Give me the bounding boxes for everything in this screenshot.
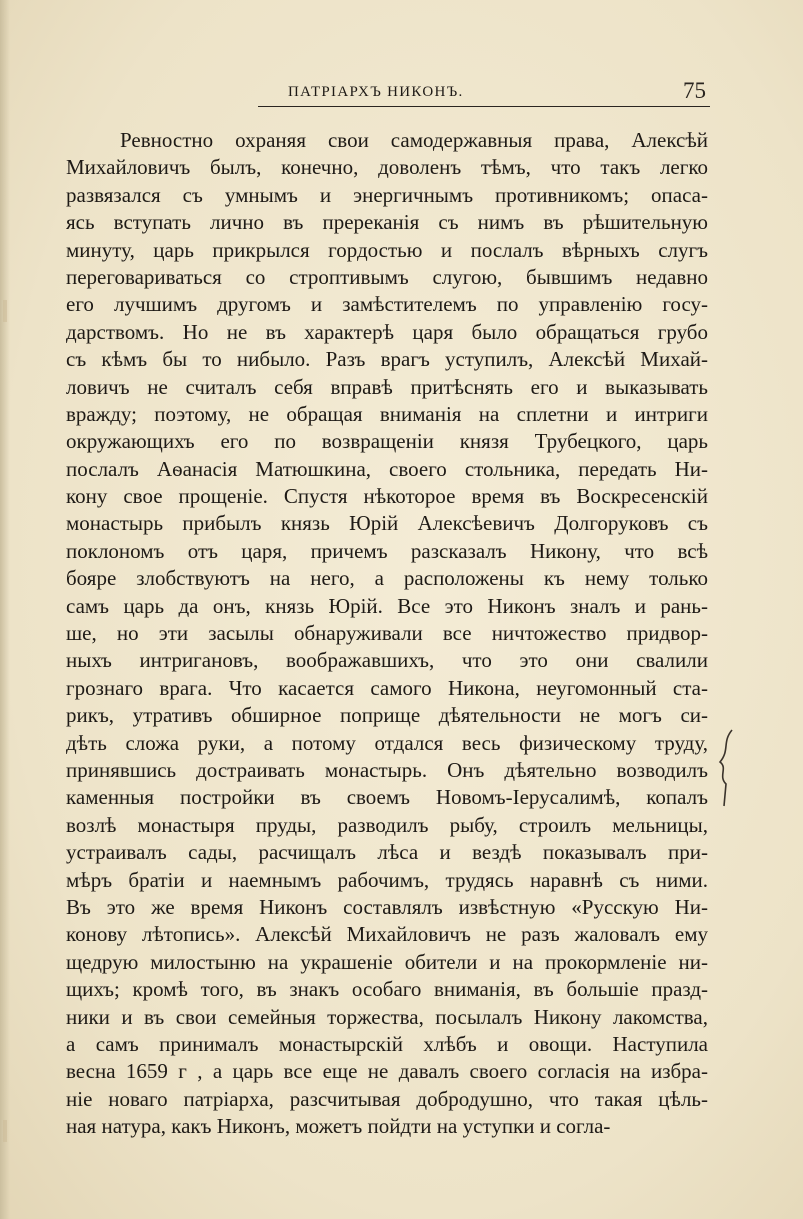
text-line: Михайловичъ былъ, конечно, доволенъ тѣмъ, что такъ легко — [66, 155, 708, 180]
text-line: а самъ принималъ монастырскій хлѣбъ и овощи. Наступила — [66, 1031, 708, 1056]
margin-smudge — [3, 1120, 7, 1142]
text-line: послалъ Аѳанасія Матюшкина, своего стольника, передать Ни- — [66, 456, 708, 481]
text-line: монастырь прибылъ князь Юрій Алексѣевичъ Долгоруковъ съ — [66, 511, 708, 536]
page-header — [258, 80, 710, 107]
text-line: Ревностно охраняя свои самодержавныя права, Алексѣй — [120, 128, 708, 152]
text-line: его лучшимъ другомъ и замѣстителемъ по управленію госу- — [66, 292, 708, 317]
text-line: окружающихъ его по возвращеніи князя Трубецкого, царь — [66, 429, 708, 454]
text-line: бояре злобствуютъ на него, а расположены къ нему только — [66, 566, 708, 591]
text-line: грознаго врага. Что касается самого Никона, неугомонный ста- — [66, 675, 708, 700]
text-line: кону свое прощеніе. Спустя нѣкоторое время въ Воскресенскій — [66, 484, 708, 509]
text-line: съ кѣмъ бы то нибыло. Разъ врагъ уступилъ, Алексѣй Михай- — [66, 347, 708, 372]
text-line: рикъ, утративъ обширное поприще дѣятельности не могъ си- — [66, 703, 708, 728]
text-line: ники и въ свои семейныя торжества, посылалъ Никону лакомства, — [66, 1004, 708, 1029]
margin-bracket-mark — [714, 728, 738, 808]
text-line: ясь вступать лично въ пререканія съ нимъ въ рѣшительную — [66, 210, 708, 235]
text-line: устраивалъ сады, расчищалъ лѣса и вездѣ показывалъ при- — [66, 840, 708, 865]
page-left-edge — [0, 0, 10, 1219]
text-line: поклономъ отъ царя, причемъ разсказалъ Никону, что всѣ — [66, 538, 708, 563]
text-line: ніе новаго патріарха, разсчитывая добродушно, что такая цѣль- — [66, 1086, 708, 1111]
text-line: конову лѣтопись». Алексѣй Михайловичъ не разъ жаловалъ ему — [66, 922, 708, 947]
text-line: переговариваться со строптивымъ слугою, бывшимъ недавно — [66, 264, 708, 289]
text-line: развязался съ умнымъ и энергичнымъ противникомъ; опаса- — [66, 182, 708, 207]
text-line: принявшись достраивать монастырь. Онъ дѣятельно возводилъ — [66, 757, 708, 782]
text-line: дѣть сложа руки, а потому отдался весь физическому труду, — [66, 730, 708, 755]
text-line: ловичъ не считалъ себя вправѣ притѣснять его и выказывать — [66, 374, 708, 399]
text-line: дарствомъ. Но не въ характерѣ царя было обращаться грубо — [66, 319, 708, 344]
text-line: щихъ; кромѣ того, въ знакъ особаго вниманія, въ большіе празд- — [66, 977, 708, 1002]
body-text — [66, 127, 708, 1140]
text-line: возлѣ монастыря пруды, разводилъ рыбу, строилъ мельницы, — [66, 812, 708, 837]
running-title: ПАТРІАРХЪ НИКОНЪ. — [288, 84, 464, 100]
text-line: весна 1659 г , а царь все еще не давалъ своего согласія на избра- — [66, 1059, 708, 1084]
text-line: щедрую милостыню на украшеніе обители и на прокормленіе ни- — [66, 949, 708, 974]
text-line: минуту, царь прикрылся гордостью и послалъ вѣрныхъ слугъ — [66, 237, 708, 262]
page-number: 75 — [683, 78, 706, 103]
text-line: каменныя постройки въ своемъ Новомъ-Іерусалимѣ, копалъ — [66, 785, 708, 810]
text-line: самъ царь да онъ, князь Юрій. Все это Никонъ зналъ и рань- — [66, 593, 708, 618]
text-line: Въ это же время Никонъ составлялъ извѣстную «Русскую Ни- — [66, 894, 708, 919]
margin-smudge — [3, 300, 7, 322]
text-line: ше, но эти засылы обнаруживали все ничтожество придвор- — [66, 621, 708, 646]
text-line: мѣръ братіи и наемнымъ рабочимъ, трудясь наравнѣ съ ними. — [66, 867, 708, 892]
text-line: ныхъ интригановъ, воображавшихъ, что это они свалили — [66, 648, 708, 673]
text-line: вражду; поэтому, не обращая вниманія на сплетни и интриги — [66, 401, 708, 426]
text-line: ная натура, какъ Никонъ, можетъ пойдти на уступки и согла- — [66, 1114, 611, 1139]
